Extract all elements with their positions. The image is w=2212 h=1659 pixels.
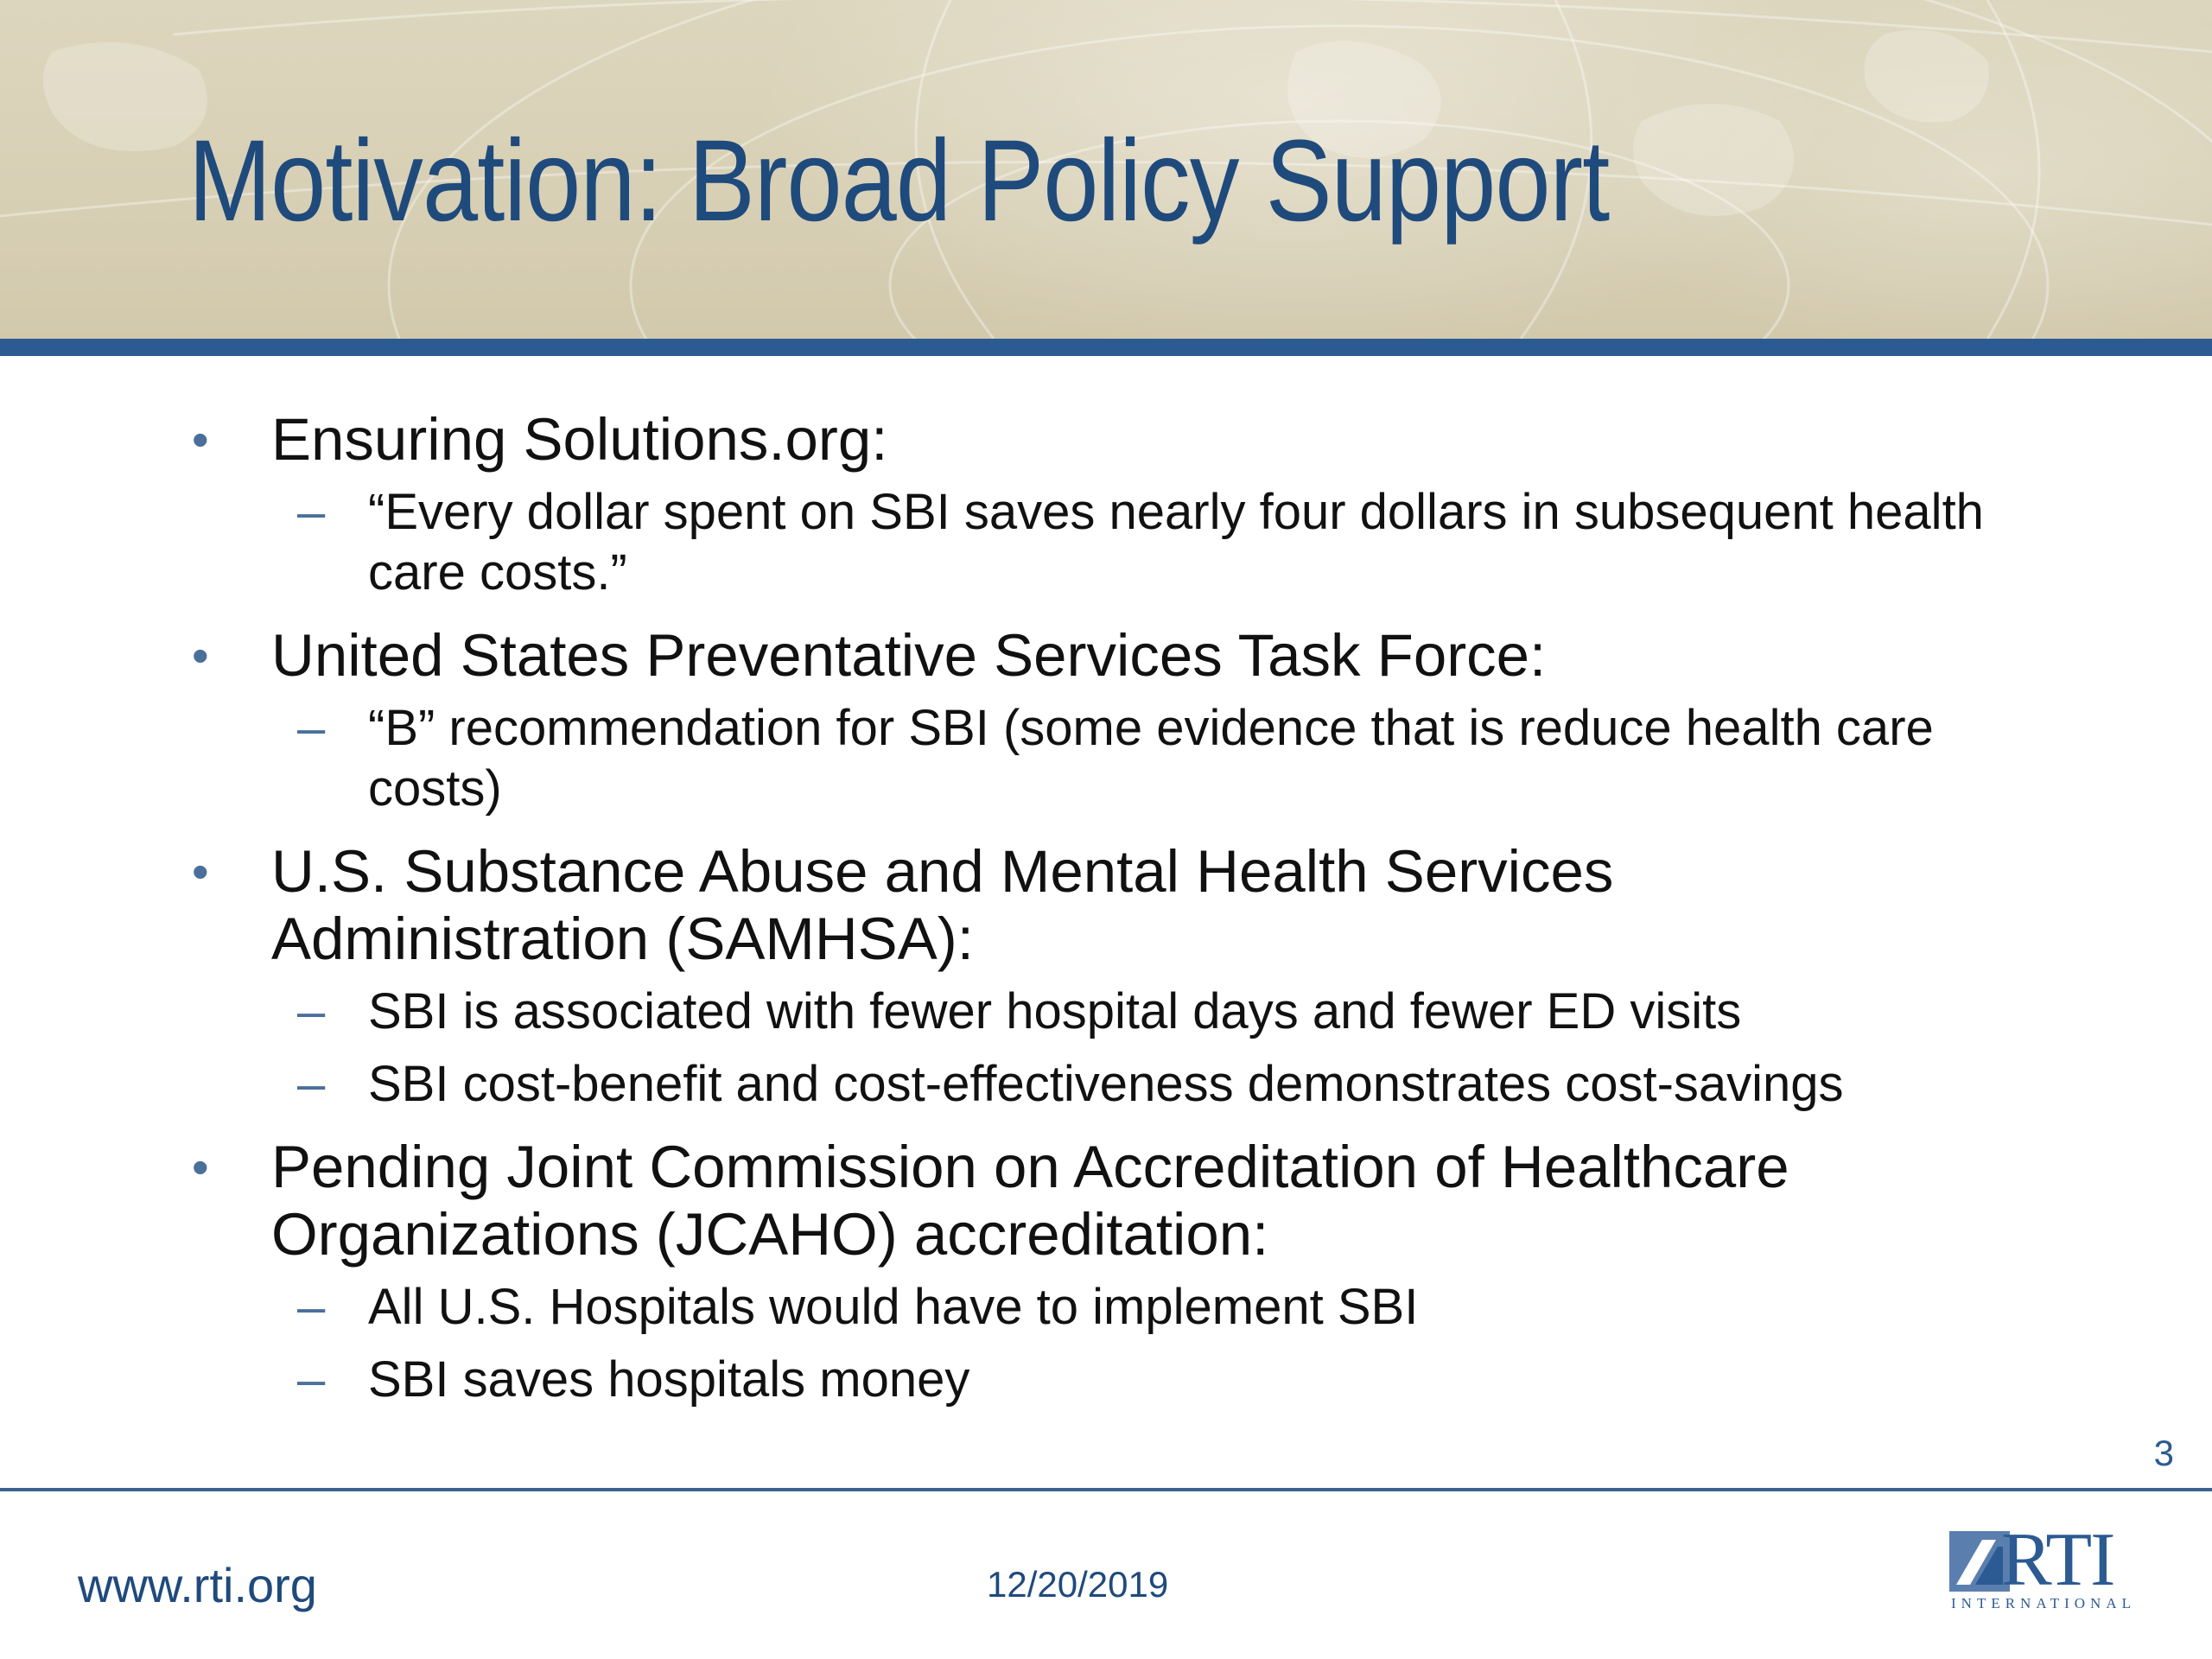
header-divider [0, 339, 2212, 356]
sub-bullet-item [0, 1350, 2044, 1410]
rti-logo [1949, 1518, 2148, 1614]
sub-bullet-item [0, 1054, 2044, 1115]
bullet-text: United States Preventative Services Task Force: [271, 622, 1547, 689]
slide-title: Motivation: Broad Policy Support [188, 117, 1610, 245]
bullet-item [0, 622, 1827, 690]
dash-marker: – [297, 1351, 326, 1408]
sub-bullet-text: SBI cost-benefit and cost-effectiveness demonstrates cost-savings [368, 1056, 1844, 1112]
bullet-item [0, 838, 1827, 973]
footer-divider [0, 1488, 2212, 1491]
bullet-marker: • [192, 1140, 209, 1194]
bullet-item [0, 406, 1827, 474]
sub-bullet-text: “Every dollar spent on SBI saves nearly four dollars in subsequent health care costs.” [368, 484, 1984, 601]
dash-marker: – [297, 1279, 326, 1335]
bullet-marker: • [192, 628, 209, 683]
bullet-text: Pending Joint Commission on Accreditation of Healthcare Organizations (JCAHO) accreditation: [271, 1134, 1789, 1268]
sub-bullet-item [0, 1277, 2044, 1338]
footer-date: 12/20/2019 [987, 1564, 1169, 1605]
logo-wordmark: RTI [2001, 1518, 2114, 1602]
sub-bullet-item [0, 982, 2044, 1042]
footer-url: www.rti.org [78, 1558, 317, 1612]
dash-marker: – [297, 1056, 326, 1112]
sub-bullet-text: SBI is associated with fewer hospital days and fewer ED visits [368, 983, 1742, 1039]
sub-bullet-item [0, 482, 2044, 603]
bullet-list [0, 406, 2212, 1410]
dash-marker: – [297, 484, 326, 540]
sub-bullet-item [0, 698, 2044, 819]
sub-bullet-text: All U.S. Hospitals would have to implement SBI [368, 1279, 1419, 1335]
sub-bullet-text: SBI saves hospitals money [368, 1351, 970, 1408]
bullet-marker: • [192, 412, 209, 467]
bullet-text: U.S. Substance Abuse and Mental Health Services Administration (SAMHSA): [271, 838, 1614, 972]
logo-subtitle: INTERNATIONAL [1951, 1595, 2136, 1611]
sub-bullet-text: “B” recommendation for SBI (some evidence that is reduce health care costs) [368, 700, 1934, 817]
bullet-text: Ensuring Solutions.org: [271, 406, 888, 473]
page-number: 3 [2153, 1433, 2174, 1473]
dash-marker: – [297, 700, 326, 756]
bullet-item [0, 1134, 1827, 1268]
dash-marker: – [297, 983, 326, 1039]
header-band [0, 0, 2212, 339]
bullet-marker: • [192, 844, 209, 899]
